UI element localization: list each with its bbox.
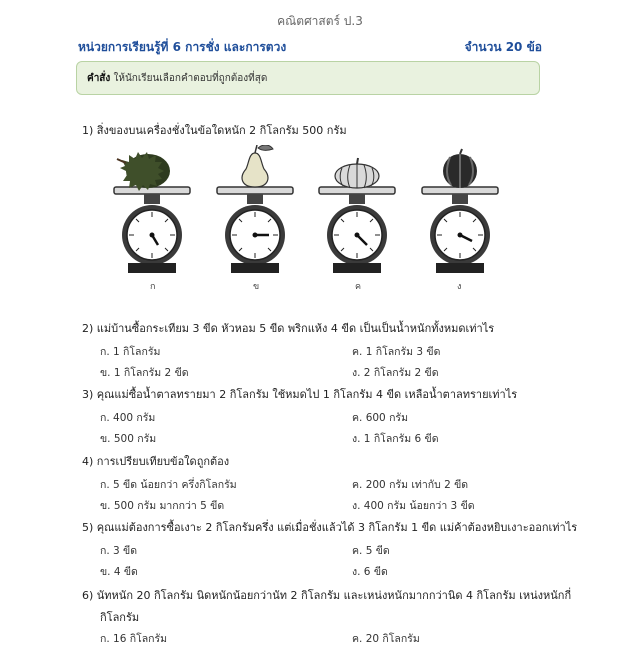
option-5a[interactable]: ก. 3 ขีด <box>100 545 138 557</box>
option-2a[interactable]: ก. 1 กิโลกรัม <box>100 346 161 358</box>
instruction <box>87 71 267 86</box>
option-3d[interactable]: ง. 1 กิโลกรัม 6 ขีด <box>352 433 439 445</box>
option-4b[interactable]: ข. 500 กรัม มากกว่า 5 ขีด <box>100 500 225 512</box>
option-5c[interactable]: ค. 5 ขีด <box>352 545 390 557</box>
instruction-box <box>76 61 540 95</box>
scales-figure <box>100 145 520 280</box>
option-3c[interactable]: ค. 600 กรัม <box>352 412 408 424</box>
question-4: 4) การเปรียบเทียบข้อใดถูกต้อง <box>82 455 230 468</box>
scale-label-a: ก <box>150 282 156 292</box>
scale-a <box>114 152 190 273</box>
option-2d[interactable]: ง. 2 กิโลกรัม 2 ขีด <box>352 367 439 379</box>
question-1: 1) สิ่งของบนเครื่องชั่งในข้อใดหนัก 2 กิโลกรัม 500 กรัม <box>82 124 347 137</box>
durian-icon <box>117 152 170 191</box>
pumpkin-icon <box>335 158 379 188</box>
pear-icon <box>242 145 273 187</box>
scale-d <box>422 149 498 273</box>
option-6a[interactable]: ก. 16 กิโลกรัม <box>100 633 168 645</box>
option-5b[interactable]: ข. 4 ขีด <box>100 566 138 578</box>
instruction-label: คำสั่ง <box>87 73 111 84</box>
option-4d[interactable]: ง. 400 กรัม น้อยกว่า 3 ขีด <box>352 500 475 512</box>
question-5: 5) คุณแม่ต้องการซื้อเงาะ 2 กิโลกรัมครึ่ง แต่เมื่อชั่งแล้วได้ 3 กิโลกรัม 1 ขีด แม่ค้าต้องหยิบเงาะออกเท่าไร <box>82 521 578 534</box>
option-4a[interactable]: ก. 5 ขีด น้อยกว่า ครึ่งกิโลกรัม <box>100 479 237 491</box>
scale-c <box>319 158 395 273</box>
option-6c[interactable]: ค. 20 กิโลกรัม <box>352 633 420 645</box>
question-count: จำนวน 20 ข้อ <box>464 40 542 54</box>
option-3b[interactable]: ข. 500 กรัม <box>100 433 157 445</box>
option-2b[interactable]: ข. 1 กิโลกรัม 2 ขีด <box>100 367 189 379</box>
instruction-text: ให้นักเรียนเลือกคำตอบที่ถูกต้องที่สุด <box>113 73 268 84</box>
option-4c[interactable]: ค. 200 กรัม เท่ากับ 2 ขีด <box>352 479 469 491</box>
subject-title: คณิตศาสตร์ ป.3 <box>277 14 363 28</box>
question-6-cont: กิโลกรัม <box>100 611 140 624</box>
scale-label-d: ง <box>457 282 462 292</box>
scale-label-b: ข <box>253 282 260 292</box>
question-6: 6) นัทหนัก 20 กิโลกรัม นิดหนักน้อยกว่านัท 2 กิโลกรัม และเหน่งหนักมากกว่านิด 4 กิโลกรัม เหน่งหนักกี่ <box>82 589 572 602</box>
watermelon-icon <box>443 149 477 188</box>
unit-title: หน่วยการเรียนรู้ที่ 6 การชั่ง และการตวง <box>78 40 287 54</box>
option-3a[interactable]: ก. 400 กรัม <box>100 412 156 424</box>
option-2c[interactable]: ค. 1 กิโลกรัม 3 ขีด <box>352 346 441 358</box>
question-3: 3) คุณแม่ซื้อน้ำตาลทรายมา 2 กิโลกรัม ใช้หมดไป 1 กิโลกรัม 4 ขีด เหลือน้ำตาลทรายเท่าไร <box>82 388 518 401</box>
question-2: 2) แม่บ้านซื้อกระเทียม 3 ขีด หัวหอม 5 ขีด พริกแห้ง 4 ขีด เป็นเป็นน้ำหนักทั้งหมดเท่าไร <box>82 322 495 335</box>
option-5d[interactable]: ง. 6 ขีด <box>352 566 388 578</box>
scale-b <box>217 145 293 273</box>
scale-label-c: ค <box>355 282 362 292</box>
